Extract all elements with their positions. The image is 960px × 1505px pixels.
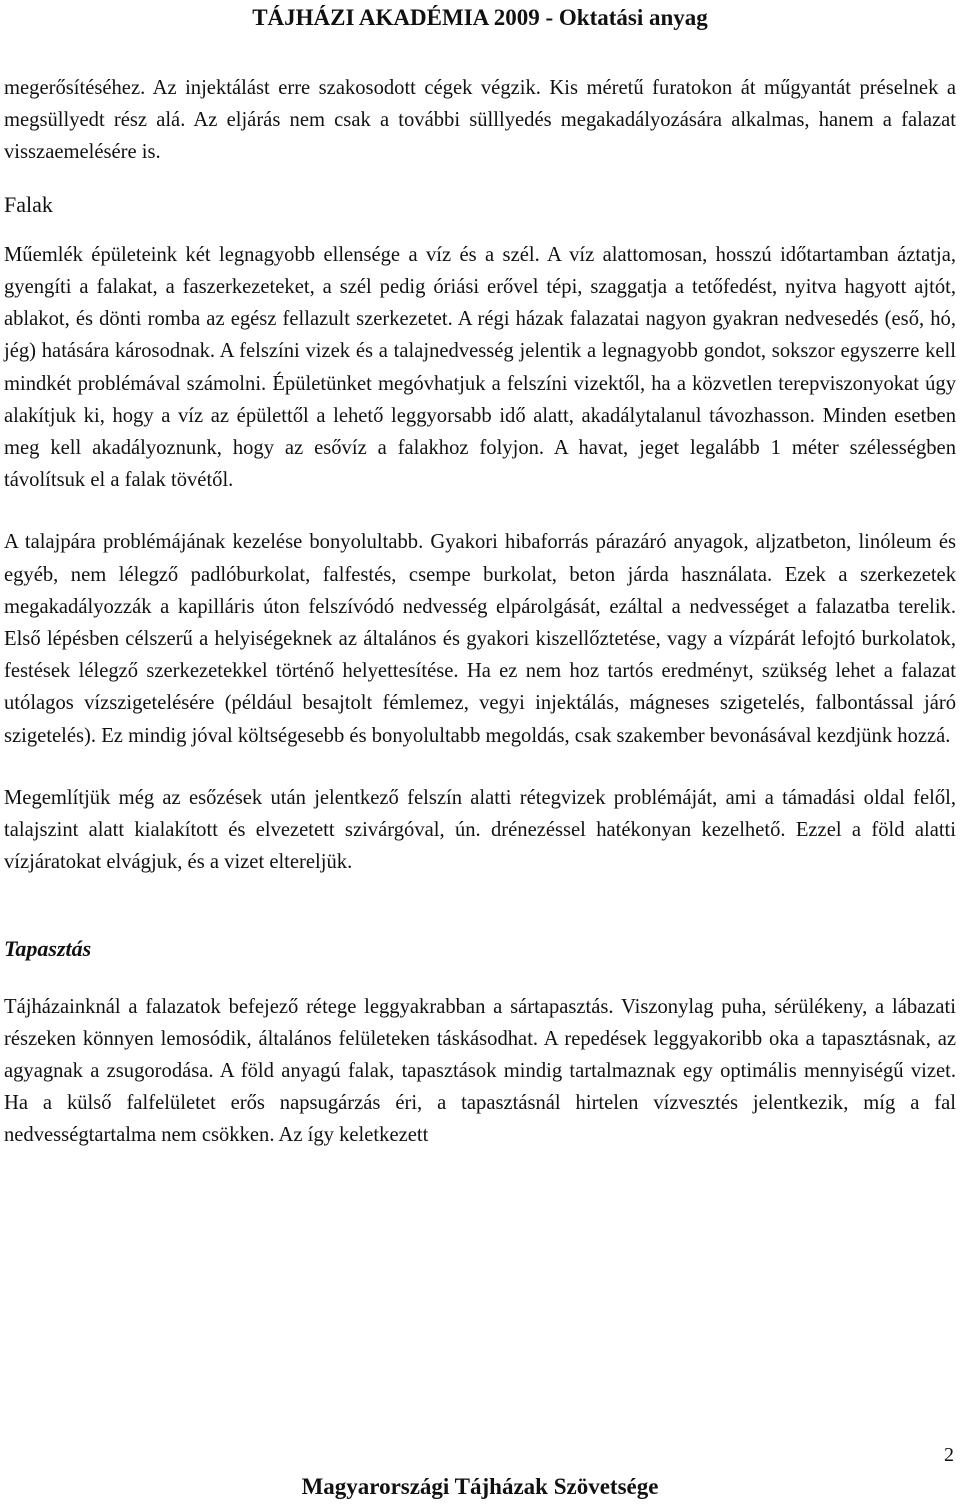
paragraph-plastering: Tájházainknál a falazatok befejező rétege leggyakrabban a sártapasztás. Viszonylag puha, sérülékeny, a lábazati részeken könnyen lemosódik, általános felületeken táskásodhat. A repedések leggyakoribb oka a tapasztásnak, az agyagnak a zsugorodása. A föld anyagú falak, tapasztások mindig tartalmaznak egy optimális mennyiségű vizet. Ha a külső falfelületet erős napsugárzás éri, a tapasztásnál hirtelen vízvesztés jelentkezik, míg a fal nedvességtartalma nem csökken. Az így keletkezett [4,995,956,1147]
intro-paragraph: megerősítéséhez. Az injektálást erre szakosodott cégek végzik. Kis méretű furatokon át műgyantát préselnek a megsüllyedt rész alá. Az eljárás nem csak a további sülllyedés megakadályozására alkalmas, hanem a falazat visszaemelésére is. [4,77,956,164]
section-heading-falak: Falak [4,191,53,217]
page-number: 2 [944,1444,954,1466]
paragraph-walls-water: Műemlék épületeink két legnagyobb ellensége a víz és a szél. A víz alattomosan, hosszú időtartamban áztatja, gyengíti a falakat, a faszerkezeteket, a szél pedig óriási erővel tépi, szaggatja a tetőfedést, nyitva hagyott ajtót, ablakot, és dönti romba az egész fellazult szerkezetet. A régi házak falazatai nagyon gyakran nedvesedés (eső, hó, jég) hatására károsodnak. A felszíni vizek és a talajnedvesség jelentik a legnagyobb gondot, sokszor egyszerre kell mindkét problémával számolni. Épületünket megóvhatjuk a felszíni vizektől, ha a közvetlen terepviszonyokat úgy alakítjuk ki, hogy a víz az épülettől a lehető leggyorsabb idő alatt, akadálytalanul távozhasson. Minden esetben meg kell akadályoznunk, hogy az esővíz a falakhoz folyjon. A havat, jeget legalább 1 méter szélességben távolítsuk el a falak tövétől. [4,243,956,492]
section-heading-tapasztas: Tapasztás [4,936,92,962]
page-header: TÁJHÁZI AKADÉMIA 2009 - Oktatási anyag [252,5,708,30]
page-content [4,72,956,1152]
page-footer: Magyarországi Tájházak Szövetsége [301,1474,659,1499]
paragraph-drainage: Megemlítjük még az esőzések után jelentkező felszín alatti rétegvizek problémáját, ami a támadási oldal felől, talajszint alatt kialakított és elvezetett szivárgóval, ún. drénezéssel hatékonyan kezelhető. Ezzel a föld alatti vízjáratokat elvágjuk, és a vizet eltereljük. [4,786,956,874]
paragraph-ground-moisture: A talajpára problémájának kezelése bonyolultabb. Gyakori hibaforrás párazáró anyagok, aljzatbeton, linóleum és egyéb, nem lélegző padlóburkolat, falfestés, csempe burkolat, beton járda használata. Ezek a szerkezetek megakadályozzák a kapilláris úton felszívódó nedvesség elpárolgását, ezáltal a nedvességet a falazatba terelik. Első lépésben célszerű a helyiségeknek az általános és gyakori kiszellőztetése, vagy a vízpárát lefojtó burkolatok, festések lélegző szerkezetekkel történő helyettesítése. Ha ez nem hoz tartós eredményt, szükség lehet a falazat utólagos vízszigetelésére (például besajtolt fémlemez, vegyi injektálás, mágneses szigetelés, falbontással járó szigetelés). Ez mindig jóval költségesebb és bonyolultabb megoldás, csak szakember bevonásával kezdjünk hozzá. [4,531,956,747]
